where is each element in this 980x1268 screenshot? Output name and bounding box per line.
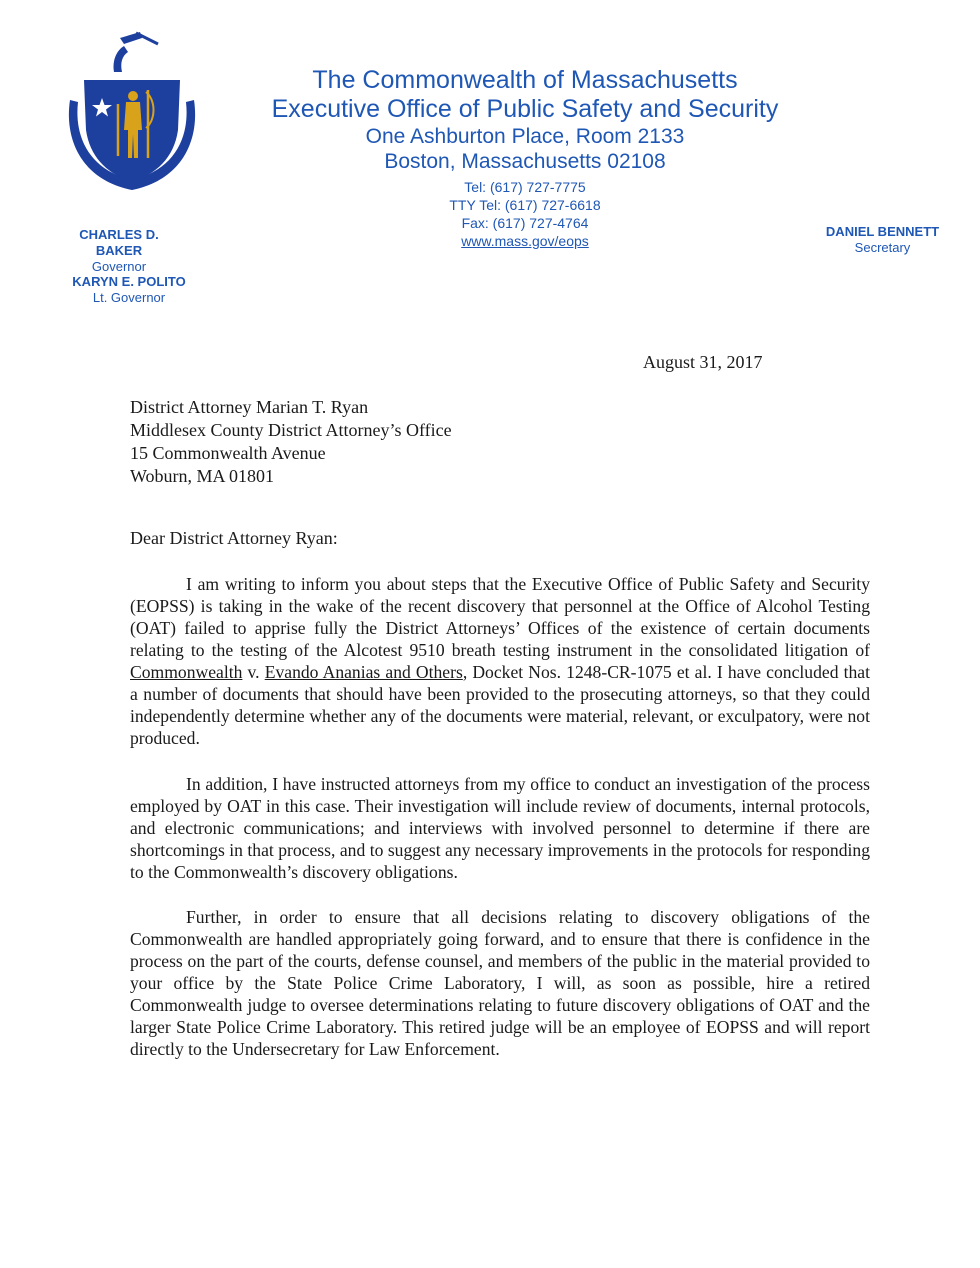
recipient-address [130,396,452,488]
body-paragraph-2: In addition, I have instructed attorneys from my office to conduct an investigation of the process employed by OAT in this case. Their investigation will include review of documents, internal protocols, and electronic communications; and interviews with involved personnel to determine if there are shortcomings in that process, and to suggest any necessary improvements in the protocols for responding to the Commonwealth’s discovery obligations. [130,774,870,882]
letter-date: August 31, 2017 [643,352,763,372]
body-paragraph-1 [130,573,870,749]
governor-title: Governor [91,259,147,274]
secretary-title: Secretary [854,240,911,255]
case-name-defendants: Evando Ananias and Others [264,662,463,682]
case-name-commonwealth: Commonwealth [130,662,243,682]
paragraph-text: v. [242,662,265,682]
office-telephone: Tel: (617) 727-7775 [464,179,586,195]
office-website-link[interactable]: www.mass.gov/eops [461,233,589,249]
massachusetts-state-seal-icon [62,30,202,195]
letterhead [255,66,795,250]
recipient-line: District Attorney Marian T. Ryan [130,397,369,417]
recipient-line: Middlesex County District Attorney’s Office [130,420,452,440]
secretary-name: DANIEL BENNETT [825,224,940,239]
office-address-line1: One Ashburton Place, Room 2133 [365,125,685,148]
recipient-line: 15 Commonwealth Avenue [130,443,326,463]
recipient-line: Woburn, MA 01801 [130,466,275,486]
office-fax: Fax: (617) 727-4764 [461,215,589,231]
lt-governor-name: KARYN E. POLITO [72,274,186,289]
body-paragraph-3: Further, in order to ensure that all decisions relating to discovery obligations of the Commonwealth are handled appropriately going forward, and to ensure that there is confidence in the process on the part of the courts, defense counsel, and members of the public in the material provided to your office by the State Police Crime Laboratory, I will, as soon as possible, hire a retired Commonwealth judge to oversee determinations relating to future discovery obligations of OAT and the larger State Police Crime Laboratory. This retired judge will be an employee of EOPSS and will report directly to the Undersecretary for Law Enforcement. [130,907,870,1059]
lt-governor-block [64,274,194,306]
office-tty: TTY Tel: (617) 727-6618 [449,197,601,213]
governor-block [58,227,180,275]
office-address-line2: Boston, Massachusetts 02108 [384,150,666,173]
office-title: Executive Office of Public Safety and Security [271,95,779,123]
secretary-block [815,224,950,256]
paragraph-text: , Docket Nos. 1248-CR-1075 et al. I have concluded that a number of documents that should have been provided to the prosecuting attorneys, so that they could independently determine whether any of the documents were material, relevant, or exculpatory, were not produced. [130,662,870,748]
governor-name: CHARLES D. BAKER [79,227,159,258]
paragraph-text: I am writing to inform you about steps that the Executive Office of Public Safety and Security (EOPSS) is taking in the wake of the recent discovery that personnel at the Office of Alcohol Testing (OAT) failed to apprise fully the District Attorneys’ Offices of the existence of certain documents relating to the testing of the Alcotest 9510 breath testing instrument in the consolidated litigation of [130,574,870,660]
salutation: Dear District Attorney Ryan: [130,528,338,548]
lt-governor-title: Lt. Governor [92,290,166,305]
commonwealth-title: The Commonwealth of Massachusetts [312,66,738,94]
